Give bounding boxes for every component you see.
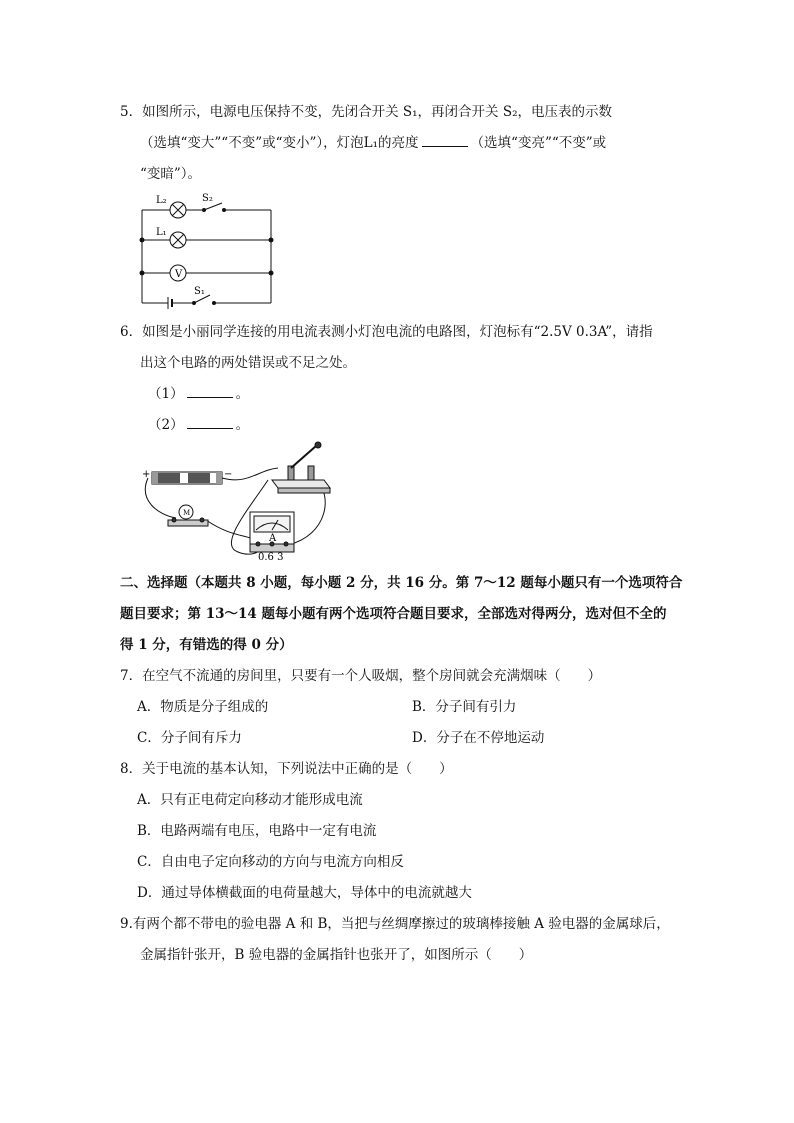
section2-line-3: 得 1 分，有错选的得 0 分）	[120, 637, 293, 653]
q6-line-2: 出这个电路的两处错误或不足之处。	[140, 355, 356, 371]
section2-line-2: 题目要求；第 13～14 题每小题有两个选项符合题目要求，全部选对得两分，选对但不全的	[120, 606, 667, 622]
q7-option-c[interactable]: C．分子间有斥力	[137, 730, 242, 746]
section2-line-1: 二、选择题（本题共 8 小题，每小题 2 分，共 16 分。第 7～12 题每小题只有一个选项符合	[120, 575, 683, 591]
q5-line-2b: （选填“变亮”“不变”或	[470, 135, 607, 151]
label-S1: S₁	[194, 286, 205, 297]
q5-circuit-diagram	[130, 185, 280, 310]
label-V: V	[175, 269, 183, 280]
battery-plus-label: +	[142, 469, 151, 480]
q6-item-2-end: 。	[235, 417, 250, 433]
battery-minus-label: −	[224, 469, 233, 480]
q5-answer-blank[interactable]	[422, 134, 468, 147]
svg-text:M: M	[183, 509, 191, 517]
q7-option-a[interactable]: A．物质是分子组成的	[137, 699, 269, 715]
ammeter-label: A	[269, 533, 277, 544]
q6-answer-blank-1[interactable]	[187, 385, 233, 398]
q8-option-c[interactable]: C．自由电子定向移动的方向与电流方向相反	[137, 854, 404, 870]
label-S2: S₂	[202, 193, 213, 204]
q5-line-2	[140, 134, 606, 152]
q6-item-1	[148, 385, 249, 403]
battery-pack	[152, 472, 222, 484]
ammeter	[250, 512, 294, 552]
q6-item-2-label: （2）	[148, 417, 184, 433]
q5-line-1: 5．如图所示，电源电压保持不变，先闭合开关 S₁，再闭合开关 S₂，电压表的示数	[120, 104, 612, 120]
q6-item-1-end: 。	[235, 386, 250, 402]
q6-item-2	[148, 416, 249, 434]
q8-stem: 8．关于电流的基本认知，下列说法中正确的是（ ）	[120, 761, 453, 777]
label-L2: L₂	[156, 195, 167, 206]
q9-line-2: 金属指针张开，B 验电器的金属指针也张开了，如图所示（ ）	[140, 947, 533, 963]
q8-option-d[interactable]: D．通过导体横截面的电荷量越大，导体中的电流就越大	[137, 885, 472, 901]
q6-line-1: 6．如图是小丽同学连接的用电流表测小灯泡电流的电路图，灯泡标有“2.5V 0.3A”，请指	[120, 324, 653, 340]
q7-option-b[interactable]: B．分子间有引力	[412, 699, 517, 715]
q6-item-1-label: （1）	[148, 386, 184, 402]
label-L1: L₁	[156, 227, 167, 238]
q7-option-d[interactable]: D．分子在不停地运动	[412, 730, 545, 746]
q5-line-2a: （选填“变大”“不变”或“变小”），灯泡L₁的亮度	[140, 135, 419, 151]
ammeter-scale-label: 0.6 3	[258, 552, 284, 563]
q9-line-1: 9.有两个都不带电的验电器 A 和 B，当把与丝绸摩擦过的玻璃棒接触 A 验电器的金属球后，	[120, 916, 670, 932]
q8-option-b[interactable]: B．电路两端有电压，电路中一定有电流	[137, 823, 377, 839]
q6-circuit-illustration	[138, 440, 338, 562]
q5-line-3: “变暗”）。	[140, 166, 202, 182]
q8-option-a[interactable]: A．只有正电荷定向移动才能形成电流	[137, 792, 363, 808]
lamp-holder	[168, 505, 208, 526]
q6-answer-blank-2[interactable]	[187, 416, 233, 429]
q7-stem: 7．在空气不流通的房间里，只要有一个人吸烟，整个房间就会充满烟味（ ）	[120, 668, 602, 684]
knife-switch	[272, 442, 330, 493]
